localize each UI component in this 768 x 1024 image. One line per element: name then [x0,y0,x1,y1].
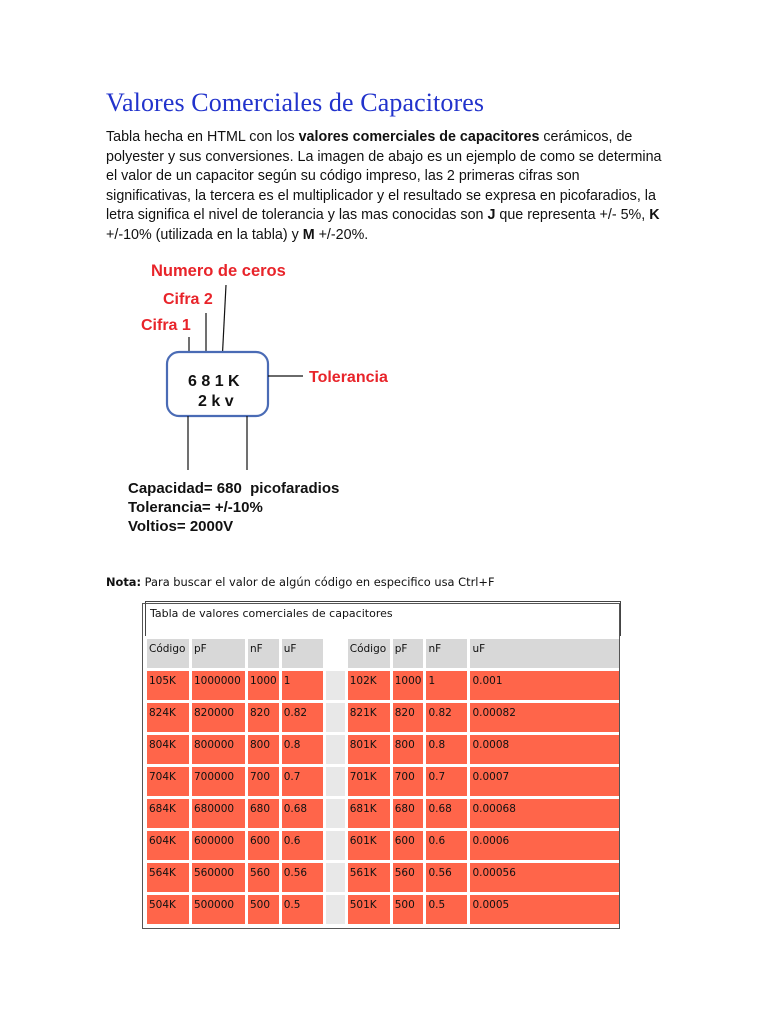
capacitor-code-diagram [118,255,418,545]
cell-codigo-2: 701K [346,766,391,798]
table-row [146,670,621,702]
note-text: Para buscar el valor de algún código en especifico usa Ctrl+F [141,575,495,589]
table-body [146,670,621,926]
cell-uf: 0.8 [280,734,324,766]
table-row [146,894,621,926]
cell-pf-2: 820 [391,702,425,734]
cell-uf-2: 0.00082 [469,702,621,734]
cell-uf: 0.5 [280,894,324,926]
table-header-row [146,638,621,670]
table-row [146,830,621,862]
cell-pf: 600000 [191,830,247,862]
cell-nf: 1000 [247,670,281,702]
cell-uf-2: 0.00056 [469,862,621,894]
voltios-result: Voltios= 2000V [128,518,234,535]
cell-spacer [324,894,346,926]
header-nf-2: nF [425,638,469,670]
cell-pf-2: 1000 [391,670,425,702]
cell-codigo: 504K [146,894,191,926]
cell-codigo-2: 681K [346,798,391,830]
cell-nf: 700 [247,766,281,798]
header-spacer [324,638,346,670]
cell-spacer [324,702,346,734]
intro-bold-j: J [487,207,496,224]
cell-pf-2: 500 [391,894,425,926]
intro-bold-k: K [649,207,660,224]
capacidad-result: Capacidad= 680 picofaradios [128,480,340,497]
cifra-2-label: Cifra 2 [163,291,213,308]
cell-nf-2: 0.68 [425,798,469,830]
header-codigo-2: Código [346,638,391,670]
intro-text-4: +/-10% (utilizada en la tabla) y [106,226,303,243]
cell-pf-2: 600 [391,830,425,862]
cell-uf-2: 0.0006 [469,830,621,862]
header-nf: nF [247,638,281,670]
cell-codigo: 804K [146,734,191,766]
cell-pf-2: 800 [391,734,425,766]
table-row [146,734,621,766]
cell-spacer [324,862,346,894]
cell-nf-2: 0.8 [425,734,469,766]
cell-codigo: 684K [146,798,191,830]
cell-codigo-2: 102K [346,670,391,702]
tolerancia-label: Tolerancia [309,369,388,386]
cell-nf: 820 [247,702,281,734]
cell-spacer [324,766,346,798]
numero-de-ceros-label: Numero de ceros [151,262,286,280]
tolerancia-result: Tolerancia= +/-10% [128,499,263,516]
cell-uf: 1 [280,670,324,702]
intro-bold-1: valores comerciales de capacitores [298,129,540,145]
cell-codigo-2: 821K [346,702,391,734]
cell-pf: 820000 [191,702,247,734]
capacitor-values-table [144,601,622,927]
intro-paragraph [106,128,666,246]
cell-spacer [324,734,346,766]
table-row [146,862,621,894]
intro-text-5: +/-20%. [314,226,369,243]
cell-nf: 800 [247,734,281,766]
cell-nf-2: 1 [425,670,469,702]
cell-uf: 0.68 [280,798,324,830]
cell-pf: 1000000 [191,670,247,702]
cifra-1-label: Cifra 1 [141,317,191,334]
header-pf-2: pF [391,638,425,670]
cell-codigo: 564K [146,862,191,894]
cell-nf-2: 0.5 [425,894,469,926]
cell-pf: 560000 [191,862,247,894]
cell-uf-2: 0.0008 [469,734,621,766]
cell-pf-2: 680 [391,798,425,830]
cell-uf: 0.82 [280,702,324,734]
cell-uf: 0.7 [280,766,324,798]
cell-nf-2: 0.7 [425,766,469,798]
cell-spacer [324,670,346,702]
page-title: Valores Comerciales de Capacitores [106,88,485,117]
cell-pf: 500000 [191,894,247,926]
cell-spacer [324,798,346,830]
cell-uf-2: 0.00068 [469,798,621,830]
cell-codigo: 704K [146,766,191,798]
table-row [146,798,621,830]
cell-codigo-2: 801K [346,734,391,766]
cell-uf: 0.56 [280,862,324,894]
capacitor-code-line-1: 6 8 1 K [188,373,240,390]
cell-uf-2: 0.0007 [469,766,621,798]
cell-pf: 800000 [191,734,247,766]
cell-nf: 560 [247,862,281,894]
cell-nf-2: 0.6 [425,830,469,862]
cell-codigo: 824K [146,702,191,734]
cell-pf-2: 560 [391,862,425,894]
cell-uf-2: 0.001 [469,670,621,702]
cell-nf: 500 [247,894,281,926]
cell-codigo: 604K [146,830,191,862]
cell-codigo-2: 501K [346,894,391,926]
cell-spacer [324,830,346,862]
cell-pf-2: 700 [391,766,425,798]
capacitor-code-line-2: 2 k v [198,393,234,410]
note-label: Nota: [106,575,142,589]
header-codigo: Código [146,638,191,670]
table-row [146,766,621,798]
cell-codigo: 105K [146,670,191,702]
table-row [146,702,621,734]
cell-codigo-2: 601K [346,830,391,862]
intro-text-1: Tabla hecha en HTML con los [106,129,299,145]
header-uf-2: uF [469,638,621,670]
cell-pf: 700000 [191,766,247,798]
cell-nf: 680 [247,798,281,830]
intro-text-3: que representa +/- 5%, [495,207,650,224]
cell-pf: 680000 [191,798,247,830]
cell-nf-2: 0.82 [425,702,469,734]
intro-text-2: cerámicos, de polyester y sus conversiones. La imagen de abajo es un ejemplo de como se determina el valor de un capacitor según su código impreso, las 2 primeras cifras son significativas, la tercera es el multiplicador y el resultado se expresa en picofaradios, la letra significa el nivel de tolerancia y las mas conocidas son [106,129,662,224]
table-caption: Tabla de valores comerciales de capacitores [146,602,621,638]
cell-uf-2: 0.0005 [469,894,621,926]
cell-nf: 600 [247,830,281,862]
cell-nf-2: 0.56 [425,862,469,894]
header-pf: pF [191,638,247,670]
note [106,575,495,589]
cell-codigo-2: 561K [346,862,391,894]
cell-uf: 0.6 [280,830,324,862]
header-uf: uF [280,638,324,670]
intro-bold-m: M [302,226,315,243]
